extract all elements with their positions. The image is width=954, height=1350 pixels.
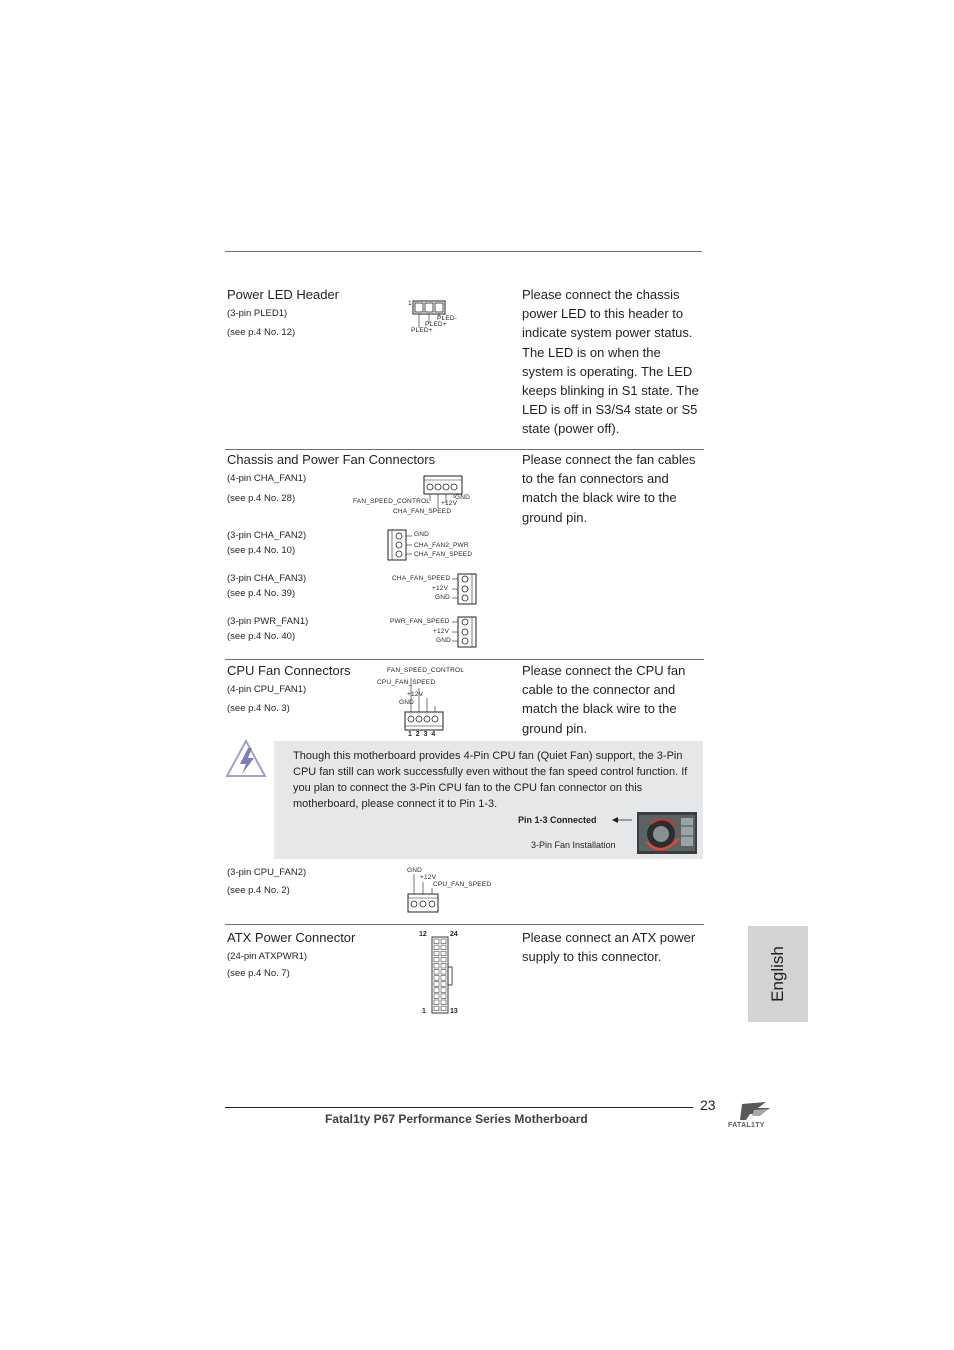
cpu-fan-description: Please connect the CPU fan cable to the connector and match the black wire to the ground pin. — [522, 663, 686, 736]
footer-rule — [225, 1107, 693, 1108]
atx-pin — [434, 957, 439, 962]
arrow-left-icon — [612, 816, 634, 824]
note-text: Though this motherboard provides 4-Pin CPU fan (Quiet Fan) support, the 3-Pin CPU fan still can work successfully even without the fan speed control function. If you plan to connect the 3-Pin CPU fan to the CPU fan connector on this motherboard, please connect it to Pin 1-3. — [293, 750, 688, 810]
atx-pin — [441, 982, 446, 987]
cpu-fan-title: CPU Fan Connectors — [227, 663, 351, 678]
cha-fan3-ref: (see p.4 No. 39) — [227, 588, 296, 599]
atx-pin — [434, 963, 439, 968]
atx-pin — [441, 951, 446, 956]
cha-fan1-label-control: FAN_SPEED_CONTROL — [353, 498, 431, 505]
pwr-fan-label-12v: +12V — [433, 628, 450, 635]
atx-label-12: 12 — [419, 931, 427, 938]
atx-pin — [434, 951, 439, 956]
pwr-fan-label-speed: PWR_FAN_SPEED — [390, 618, 450, 625]
power-led-pin: (3-pin PLED1) — [227, 308, 288, 319]
cpu-fan-ref: (see p.4 No. 3) — [227, 703, 290, 714]
pwr-fan-pin: (3-pin PWR_FAN1) — [227, 616, 309, 627]
power-led-ref: (see p.4 No. 12) — [227, 327, 296, 338]
cpu-fan2-label-speed: CPU_FAN_SPEED — [433, 881, 492, 888]
atx-pin — [434, 988, 439, 993]
fan-installation-photo — [637, 812, 697, 854]
cpu-fan1-label-gnd: GND — [399, 699, 415, 706]
top-rule — [225, 251, 702, 252]
cha-fan2-ref: (see p.4 No. 10) — [227, 545, 296, 556]
fatal1ty-logo-text: FATAL1TY — [728, 1122, 765, 1129]
atx-label-24: 24 — [450, 931, 458, 938]
cpu-fan2-pin: (3-pin CPU_FAN2) — [227, 867, 307, 878]
atx-pin — [441, 994, 446, 999]
atx-pin — [441, 970, 446, 975]
page-number: 23 — [700, 1097, 716, 1113]
atx-pin — [434, 970, 439, 975]
cpu-fan2-ref: (see p.4 No. 2) — [227, 885, 290, 896]
cha-fan1-label-gnd: GND — [455, 494, 471, 501]
note-box — [274, 741, 703, 859]
cpu-fan-pin: (4-pin CPU_FAN1) — [227, 684, 307, 695]
warning-icon — [224, 738, 268, 780]
fan-installation-label: 3-Pin Fan Installation — [531, 840, 616, 850]
cpu-fan2-label-gnd: GND — [407, 867, 423, 874]
cha-fan3-label-12v: +12V — [432, 585, 449, 592]
atx-pin — [441, 939, 446, 944]
atx-pin — [434, 976, 439, 981]
atx-pin — [434, 939, 439, 944]
cha-fan2-pin: (3-pin CHA_FAN2) — [227, 530, 307, 541]
power-led-description: Please connect the chassis power LED to this header to indicate system power status. The LED is on when the system is operating. The LED keeps blinking in S1 state. The LED is off in S3/S4 state or S5 state (power off). — [522, 287, 699, 437]
atx-pin — [434, 982, 439, 987]
atx-latch — [448, 967, 452, 985]
power-led-title: Power LED Header — [227, 287, 339, 302]
footer-title: Fatal1ty P67 Performance Series Motherboard — [325, 1112, 588, 1126]
atx-pin — [441, 1006, 446, 1011]
language-tab-label: English — [768, 946, 787, 1002]
atx-pin — [434, 1000, 439, 1005]
pwr-fan-label-gnd: GND — [436, 637, 452, 644]
atx-pin — [434, 945, 439, 950]
language-tab — [748, 926, 808, 1022]
atx-connector-body — [432, 937, 448, 1013]
pled-plus-label: PLED+ — [425, 321, 447, 328]
cha-fan1-ref: (see p.4 No. 28) — [227, 493, 296, 504]
chassis-fan-title: Chassis and Power Fan Connectors — [227, 452, 436, 467]
cpu-fan1-label-12v: +12V — [407, 691, 424, 698]
atx-pin — [441, 988, 446, 993]
cha-fan1-label-speed: CHA_FAN_SPEED — [393, 508, 452, 515]
cha-fan2-label-speed: CHA_FAN_SPEED — [414, 551, 473, 558]
atx-pin — [441, 945, 446, 950]
cha-fan2-label-gnd: GND — [414, 531, 430, 538]
pled-minus-label: PLED- — [437, 315, 458, 322]
atx-pin — [434, 1006, 439, 1011]
atx-label-1: 1 — [422, 1008, 426, 1015]
atx-ref: (see p.4 No. 7) — [227, 968, 290, 979]
pled-pin-one: 1 — [408, 300, 412, 307]
cpu-fan2-label-12v: +12V — [420, 874, 437, 881]
atx-label-13: 13 — [450, 1008, 458, 1015]
atx-title: ATX Power Connector — [227, 930, 356, 945]
atx-pin: (24-pin ATXPWR1) — [227, 951, 308, 962]
cha-fan2-label-pwr: CHA_FAN2_PWR — [414, 542, 469, 549]
cha-fan3-label-speed: CHA_FAN_SPEED — [392, 575, 451, 582]
section-divider — [225, 659, 704, 660]
section-divider — [225, 924, 704, 925]
cha-fan3-label-gnd: GND — [435, 594, 451, 601]
cpu-fan1-label-control: FAN_SPEED_CONTROL — [387, 667, 465, 674]
atx-pin — [441, 957, 446, 962]
cha-fan3-pin: (3-pin CHA_FAN3) — [227, 573, 307, 584]
cha-fan1-pin: (4-pin CHA_FAN1) — [227, 473, 307, 484]
chassis-fan-description: Please connect the fan cables to the fan connectors and match the black wire to the ground pin. — [522, 452, 696, 525]
cpu-fan1-pin-numbers: 1 2 3 4 — [408, 731, 436, 738]
atx-pin — [441, 963, 446, 968]
atx-description: Please connect an ATX power supply to this connector. — [522, 930, 696, 965]
pwr-fan-ref: (see p.4 No. 40) — [227, 631, 296, 642]
pin-connected-label: Pin 1-3 Connected — [518, 815, 597, 825]
cpu-fan1-label-speed: CPU_FAN_SPEED — [377, 679, 436, 686]
cha-fan1-label-12v: +12V — [441, 500, 458, 507]
atx-pin — [441, 1000, 446, 1005]
pled-plus-label-2: PLED+ — [411, 327, 433, 334]
atx-pin — [441, 976, 446, 981]
atx-pin — [434, 994, 439, 999]
